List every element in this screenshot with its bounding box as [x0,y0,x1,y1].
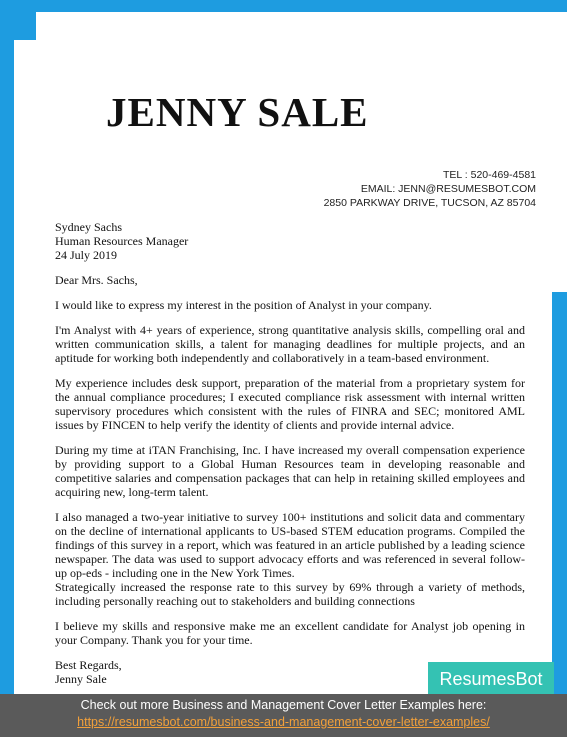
applicant-name: JENNY SALE [106,89,369,135]
contact-info [324,168,536,210]
paragraph-itan: During my time at iTAN Franchising, Inc. I have increased my overall compensation experience by providing support to a Global Human Resources team in developing reasonable and competitive salaries and compensation packages that can help in retaining skilled employees and acquiring new, long-term talent. [55,443,525,499]
letter-page [14,40,552,694]
footer-link[interactable]: https://resumesbot.com/business-and-management-cover-letter-examples/ [77,715,490,729]
resumesbot-badge[interactable]: ResumesBot [428,662,554,696]
contact-tel: TEL : 520-469-4581 [442,169,536,181]
letter-date: 24 July 2019 [55,248,118,262]
salutation: Dear Mrs. Sachs, [55,273,138,287]
contact-address: 2850 PARKWAY DRIVE, TUCSON, AZ 85704 [323,197,536,209]
recipient-title: Human Resources Manager [55,234,189,248]
footer-banner [0,694,567,737]
letter-body [55,220,525,686]
paragraph-intro: I would like to express my interest in the position of Analyst in your company. [55,298,432,312]
paragraph-response-rate: Strategically increased the response rate to this survey by 69% through a variety of methods, including personally reaching out to stakeholders and building connections [55,580,525,608]
paragraph-closing: I believe my skills and responsive make me an excellent candidate for Analyst job opening in your Company. Thank you for your time. [55,619,525,647]
recipient-name: Sydney Sachs [55,220,122,234]
recipient-block [55,220,525,262]
contact-email: EMAIL: JENN@RESUMESBOT.COM [360,183,536,195]
paragraph-experience: My experience includes desk support, preparation of the material from a proprietary system for the annual compliance procedures; I executed compliance risk assessment with internal written supervisory procedures which consistent with the rules of FINRA and SEC; monitored AML issues by FINCEN to help verify the identity of clients and provide internal advice. [55,376,525,432]
footer-text: Check out more Business and Management Cover Letter Examples here: [80,698,487,712]
frame-notch [0,12,36,42]
paragraph-survey: I also managed a two-year initiative to survey 100+ institutions and solicit data and commentary on the decline of international applicants to US-based STEM education programs. Compiled the findings of this survey in a report, which was featured in an article published by a leading science newspaper. The data was used to support advocacy efforts and was referenced in several follow-up op-eds - including one in the New York Times. [55,510,525,580]
closing-name: Jenny Sale [55,672,107,686]
paragraph-summary: I'm Analyst with 4+ years of experience, strong quantitative analysis skills, compelling oral and written communication skills, a talent for managing deadlines for multiple projects, and an aptitude for working both independently and collaboratively in a team-based environment. [55,323,525,365]
closing-regards: Best Regards, [55,658,122,672]
